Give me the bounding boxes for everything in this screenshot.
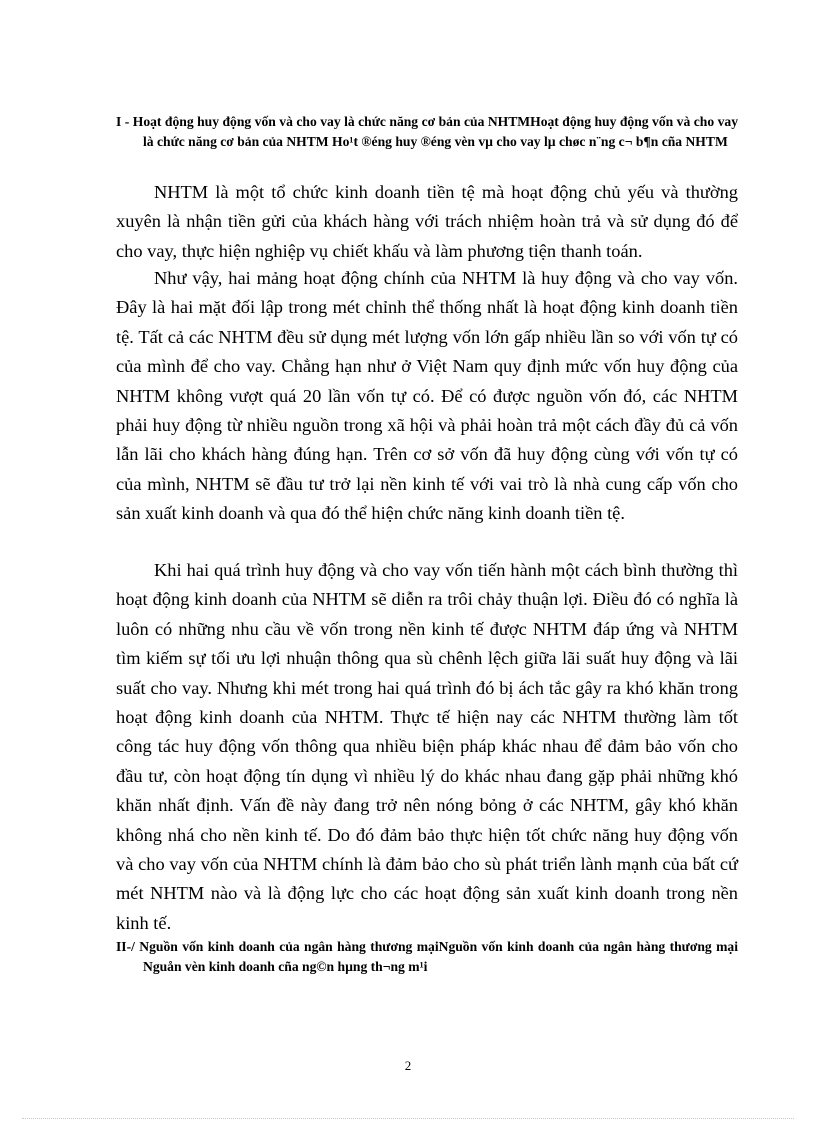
page-number: 2 <box>404 1058 412 1073</box>
paragraph-2: Như vậy, hai mảng hoạt động chính của NHTM là huy động và cho vay vốn. Đây là hai mặt đối lập trong mét chỉnh thể thống nhất là hoạt động kinh doanh tiền tệ. Tất cả các NHTM đều sử dụng mét lượng vốn lớn gấp nhiều lần so với vốn tự có của mình để cho vay. Chẳng hạn như ở Việt Nam quy định mức vốn huy động của NHTM không vượt quá 20 lần vốn tự có. Để có được nguồn vốn đó, các NHTM phải huy động từ nhiều nguồn trong xã hội và phải hoàn trả một cách đầy đủ cả vốn lẫn lãi cho khách hàng đúng hạn. Trên cơ sở vốn đã huy động cùng với vốn tự có của mình, NHTM sẽ đầu tư trở lại nền kinh tế với vai trò là nhà cung cấp vốn cho sản xuất kinh doanh và qua đó thể hiện chức năng kinh doanh tiền tệ. <box>116 268 738 524</box>
section-heading-1: I - Hoạt động huy động vốn và cho vay là chức năng cơ bản của NHTMHoạt động huy động vốn và cho vay là chức năng cơ bản của NHTM Ho¹t ®éng huy ®éng vèn vµ cho vay lµ chøc n¨ng c¬ b¶n cña NHTM <box>116 114 738 149</box>
page-bottom-divider <box>22 1118 794 1119</box>
paragraph-1: NHTM là một tổ chức kinh doanh tiền tệ mà hoạt động chủ yếu và thường xuyên là nhận tiền gửi của khách hàng với trách nhiệm hoàn trả và sử dụng đó để cho vay, thực hiện nghiệp vụ chiết khấu và làm phương tiện thanh toán. <box>116 182 738 261</box>
section-heading-2: II-/ Nguồn vốn kinh doanh của ngân hàng thương mạiNguồn vốn kinh doanh của ngân hàng thương mại Nguån vèn kinh doanh cña ng©n hµng th¬ng m¹i <box>116 939 738 974</box>
paragraph-3: Khi hai quá trình huy động và cho vay vốn tiến hành một cách bình thường thì hoạt động kinh doanh của NHTM sẽ diễn ra trôi chảy thuận lợi. Điều đó có nghĩa là luôn có những nhu cầu về vốn trong nền kinh tế được NHTM đáp ứng và NHTM tìm kiếm sự tối ưu lợi nhuận thông qua sù chênh lệch giữa lãi suất huy động và lãi suất cho vay. Nhưng khi mét trong hai quá trình đó bị ách tắc gây ra khó khăn trong hoạt động kinh doanh của NHTM. Thực tế hiện nay các NHTM thường làm tốt công tác huy động vốn thông qua nhiều biện pháp khác nhau để đảm bảo vốn cho đầu tư, còn hoạt động tín dụng vì nhiều lý do khác nhau đang gặp phải những khó khăn nhất định. Vấn đề này đang trở nên nóng bỏng ở các NHTM, gây khó khăn không nhá cho nền kinh tế. Do đó đảm bảo thực hiện tốt chức năng huy động vốn và cho vay vốn của NHTM chính là đảm bảo cho sù phát triển lành mạnh của bất cứ mét NHTM nào và là động lực cho các hoạt động sản xuất kinh doanh trong nền kinh tế. <box>116 560 738 933</box>
